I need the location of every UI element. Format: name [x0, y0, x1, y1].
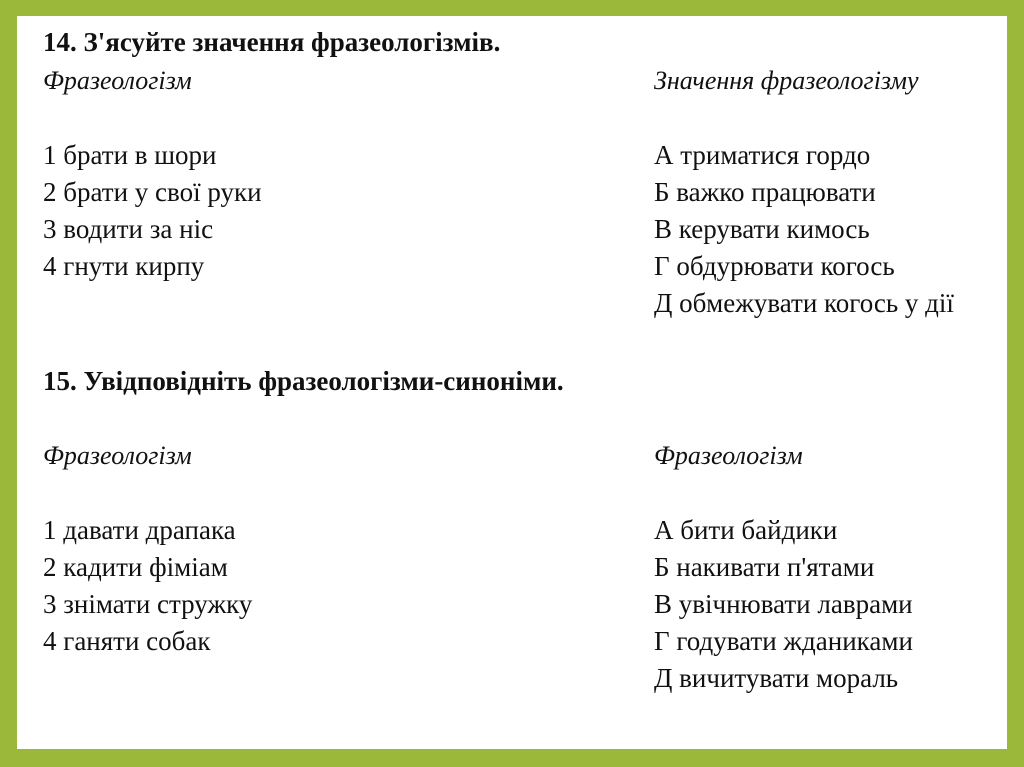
- task-15-phrase-4: 4 ганяти собак: [43, 626, 211, 656]
- task-14-meaning-e: Д обмежувати когось у дії: [654, 288, 954, 318]
- task-14-title: 14. З'ясуйте значення фразеологізмів.: [43, 27, 501, 57]
- task-15-phrase-3: 3 знімати стружку: [43, 589, 253, 619]
- task-15-left-header: Фразеологізм: [43, 441, 192, 470]
- task-15-synonym-d: Г годувати жданиками: [654, 626, 913, 656]
- worksheet-page: [17, 16, 1007, 749]
- task-14-phrase-4: 4 гнути кирпу: [43, 251, 205, 281]
- task-15-synonym-b: Б накивати п'ятами: [654, 552, 875, 582]
- task-15-synonym-c: В увічнювати лаврами: [654, 589, 913, 619]
- task-14-meaning-a: А триматися гордо: [654, 140, 871, 170]
- task-15-phrase-1: 1 давати драпака: [43, 515, 236, 545]
- task-14-meaning-d: Г обдурювати когось: [654, 251, 895, 281]
- task-14-phrase-2: 2 брати у свої руки: [43, 177, 262, 207]
- task-14-right-header: Значення фразеологізму: [654, 66, 919, 95]
- task-14-phrase-1: 1 брати в шори: [43, 140, 217, 170]
- task-15-synonym-e: Д вичитувати мораль: [654, 663, 899, 693]
- task-15-phrase-2: 2 кадити фіміам: [43, 552, 228, 582]
- task-14-meaning-b: Б важко працювати: [654, 177, 876, 207]
- task-15-right-header: Фразеологізм: [654, 441, 803, 470]
- task-14-phrase-3: 3 водити за ніс: [43, 214, 214, 244]
- task-15-synonym-a: А бити байдики: [654, 515, 838, 545]
- task-14-left-header: Фразеологізм: [43, 66, 192, 95]
- task-15-title: 15. Увідповідніть фразеологізми-синоніми.: [43, 366, 564, 396]
- task-14-meaning-c: В керувати кимось: [654, 214, 870, 244]
